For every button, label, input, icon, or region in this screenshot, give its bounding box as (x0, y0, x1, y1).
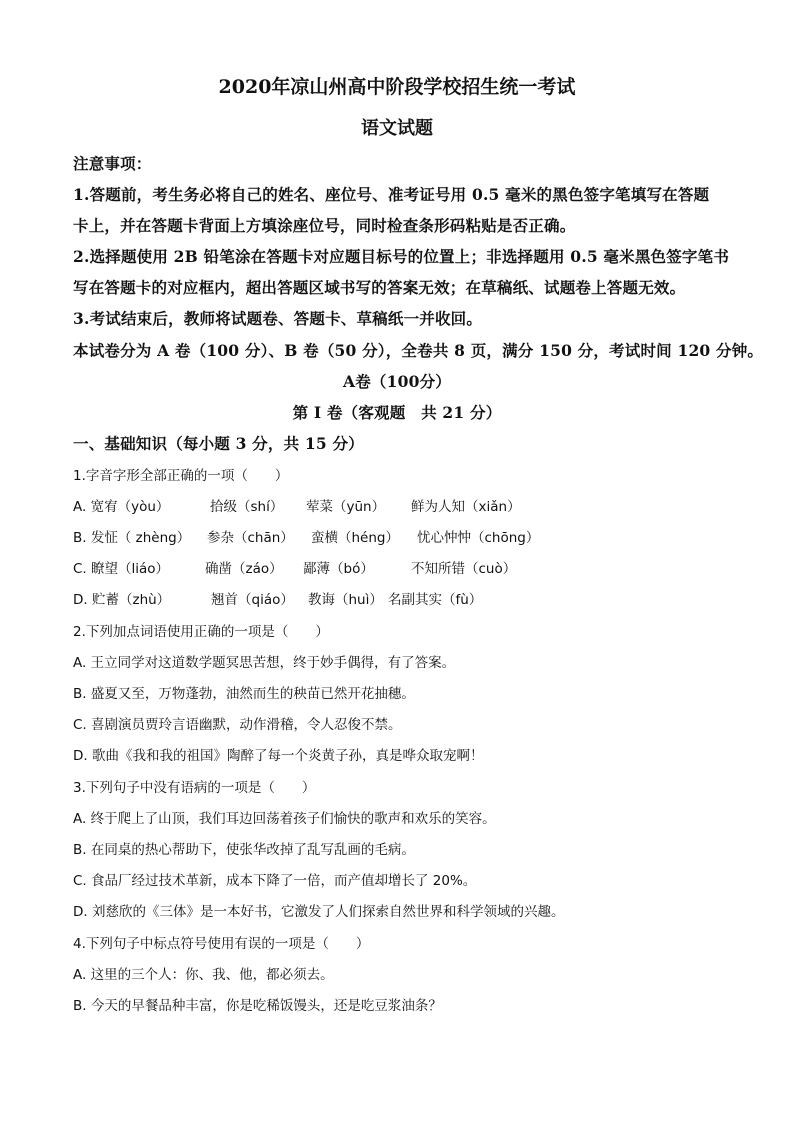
q2-option: C. 喜剧演员贾玲言语幽默，动作滑稽，令人忍俊不禁。 (73, 717, 402, 733)
q3-option: D. 刘慈欣的《三体》是一本好书，它激发了人们探索自然世界和科学领域的兴趣。 (73, 904, 565, 920)
notice-heading: 注意事项： (73, 154, 152, 173)
q2-option: A. 王立同学对这道数学题冥思苦想，终于妙手偶得，有了答案。 (73, 655, 456, 671)
notice-line: 2.选择题使用 2B 铅笔涂在答题卡对应题目标号的位置上；非选择题用 0.5 毫米黑色签字笔书 (73, 247, 730, 266)
q1-option-d-item: D. 贮蓄（zhù） (73, 592, 171, 608)
q1-option-b-item: 蛮横（héng） (311, 530, 399, 546)
q1-option-a-item: 拾级（shí） (210, 499, 284, 515)
exam-title: 2020年凉山州高中阶段学校招生统一考试 (218, 76, 576, 98)
question-4-stem: 4.下列句子中标点符号使用有误的一项是（ ） (73, 936, 370, 952)
part-one-title: 第 I 卷（客观题 共 21 分） (292, 403, 502, 422)
q3-option: C. 食品厂经过技术革新，成本下降了一倍，而产值却增长了 20%。 (73, 873, 477, 889)
q4-option: A. 这里的三个人：你、我、他，都必须去。 (73, 967, 334, 983)
q2-option: B. 盛夏又至，万物蓬勃，油然而生的秧苗已然开花抽穗。 (73, 686, 415, 702)
question-1-stem: 1.字音字形全部正确的一项（ ） (73, 468, 289, 484)
question-2-stem: 2.下列加点词语使用正确的一项是（ ） (73, 624, 329, 640)
notice-line: 本试卷分为 A 卷（100 分）、B 卷（50 分），全卷共 8 页，满分 150 分，考试时间 120 分钟。 (73, 341, 764, 360)
q1-option-c-item: 鄙薄（bó） (303, 561, 374, 577)
q1-option-b-item: 参杂（chān） (207, 530, 294, 546)
question-3-stem: 3.下列句子中没有语病的一项是（ ） (73, 780, 316, 796)
q1-option-b-item: B. 发怔（ zhèng） (73, 530, 191, 546)
q1-option-c-item: C. 瞭望（liáo） (73, 561, 170, 577)
q4-option: B. 今天的早餐品种丰富，你是吃稀饭馒头，还是吃豆浆油条？ (73, 998, 442, 1014)
notice-line: 卡上，并在答题卡背面上方填涂座位号，同时检查条形码粘贴是否正确。 (73, 216, 576, 235)
q1-option-a-item: A. 宽宥（yòu） (73, 499, 170, 515)
basic-knowledge-heading: 一、基础知识（每小题 3 分，共 15 分） (73, 434, 364, 453)
q1-option-b-item: 忧心忡忡（chōng） (417, 530, 540, 546)
q1-option-c-item: 确凿（záo） (205, 561, 283, 577)
notice-line: 3.考试结束后，教师将试题卷、答题卡、草稿纸一并收回。 (73, 309, 483, 328)
notice-line: 1.答题前，考生务必将自己的姓名、座位号、准考证号用 0.5 毫米的黑色签字笔填写在答题 (73, 185, 710, 204)
exam-subtitle: 语文试题 (361, 118, 433, 139)
q1-option-a-item: 荤菜（yūn） (306, 499, 386, 515)
notice-line: 写在答题卡的对应框内，超出答题区域书写的答案无效；在草稿纸、试题卷上答题无效。 (73, 278, 686, 297)
q1-option-a-item: 鲜为人知（xiǎn） (411, 499, 521, 515)
q1-option-c-item: 不知所错（cuò） (411, 561, 517, 577)
q1-option-d-item: 翘首（qiáo） (211, 592, 294, 608)
q3-option: A. 终于爬上了山顶，我们耳边回荡着孩子们愉快的歌声和欢乐的笑容。 (73, 811, 496, 827)
q3-option: B. 在同桌的热心帮助下，使张华改掉了乱写乱画的毛病。 (73, 842, 415, 858)
q1-option-d-item: 名副其实（fù） (388, 592, 483, 608)
q1-option-d-item: 教诲（huì） (308, 592, 383, 608)
q2-option: D. 歌曲《我和我的祖国》陶醉了每一个炎黄子孙，真是哗众取宠啊！ (73, 748, 484, 764)
section-a-title: A卷（100分） (343, 372, 451, 391)
